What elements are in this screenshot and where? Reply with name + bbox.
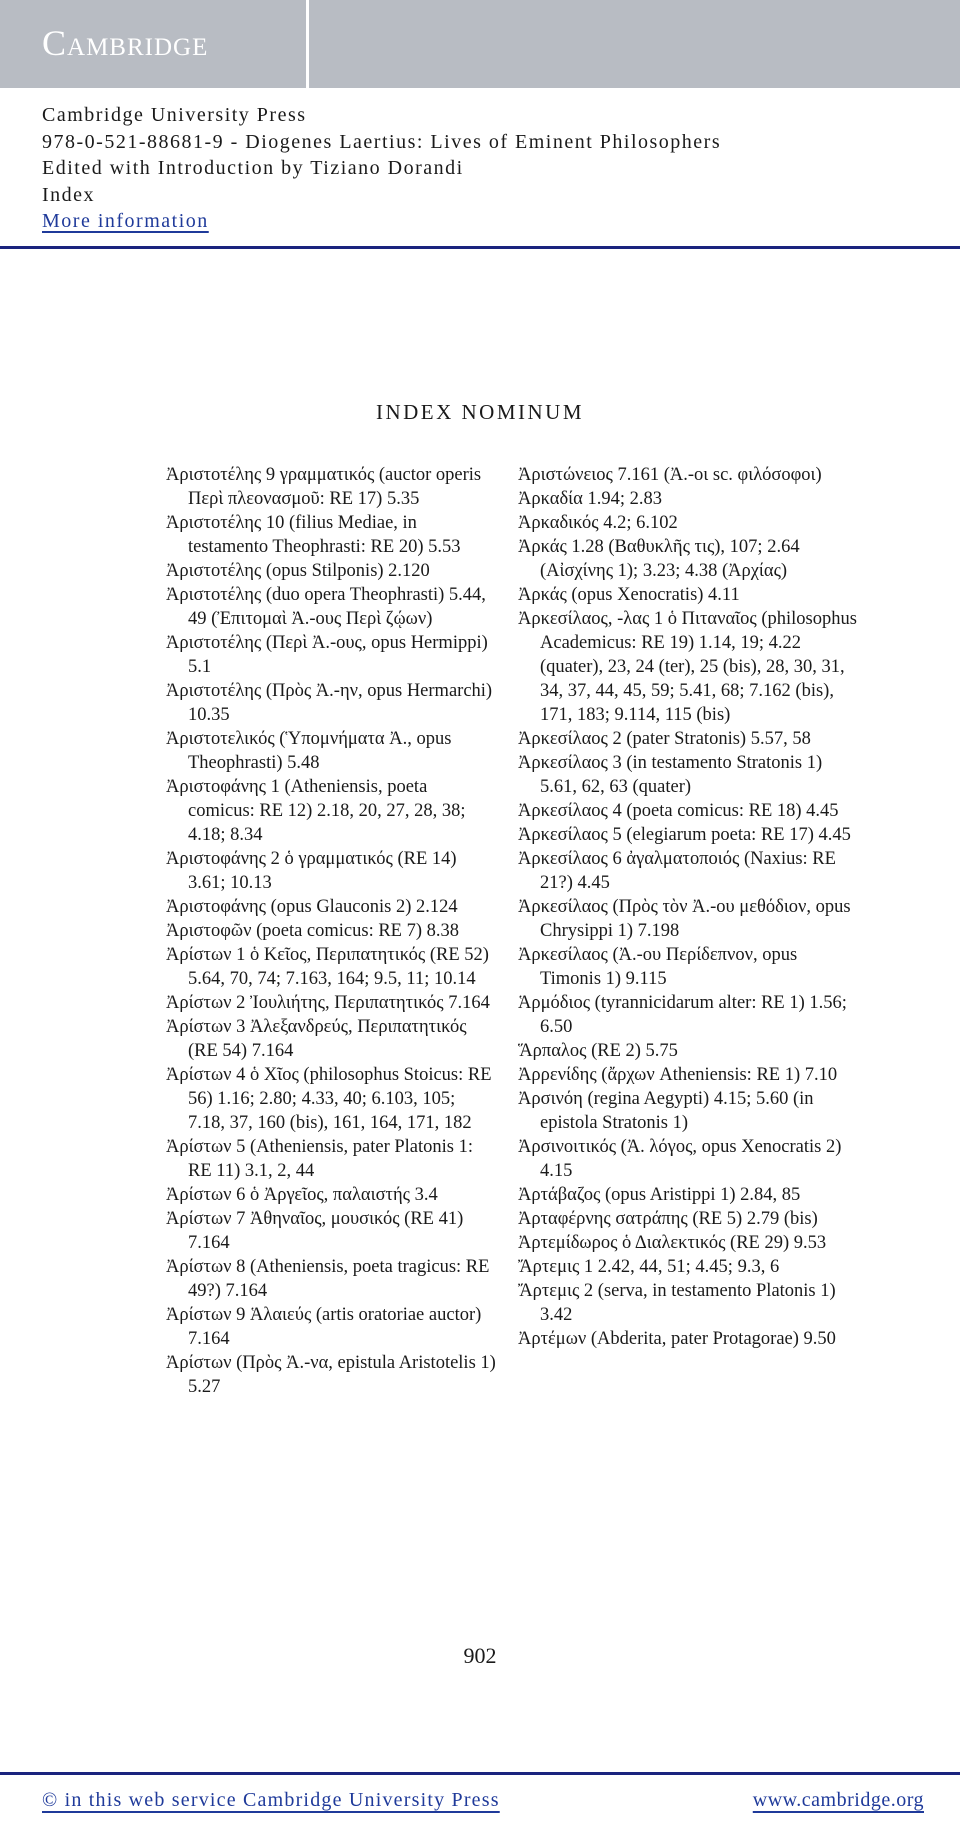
index-entry: Ἀριστοτέλης 9 γραμματικός (auctor operis Περὶ πλεονασμοῦ: RE 17) 5.35 <box>166 465 482 509</box>
index-entry: Ἀρκεσίλαος, -λας 1 ὁ Πιταναῖος (philosophus Academicus: RE 19) 1.14, 19; 4.22 (quater), 23, 24 (ter), 25 (bis), 28, 30, 31, 34, 37, 44, 45, 59; 5.41, 68; 7.162 (bis), 171, 183; 9.114, 115 (bis) <box>518 609 857 725</box>
index-entry: Ἀρκεσίλαος 5 (elegiarum poeta: RE 17) 4.45 <box>518 825 851 845</box>
index-entry: Ἀρκάς 1.28 (Βαθυκλῆς τις), 107; 2.64 (Αἰσχίνης 1); 3.23; 4.38 (Ἀρχίας) <box>518 537 800 581</box>
header-band <box>0 0 960 88</box>
index-entry: Ἀρτεμίδωρος ὁ Διαλεκτικός (RE 29) 9.53 <box>518 1233 827 1253</box>
cambridge-logo: Cambridge <box>42 23 209 63</box>
index-entry: Ἀρτέμων (Abderita, pater Protagorae) 9.50 <box>518 1329 836 1349</box>
more-information-link[interactable]: More information <box>42 210 209 232</box>
index-title: INDEX NOMINUM <box>375 400 585 424</box>
index-entry: Ἀριστοφάνης 1 (Atheniensis, poeta comicus: RE 12) 2.18, 20, 27, 28, 38; 4.18; 8.34 <box>166 777 466 845</box>
index-entry: Ἀριστώνειος 7.161 (Ἀ.-οι sc. φιλόσοφοι) <box>518 465 822 485</box>
index-entry: Ἀρσινοιτικός (Ἀ. λόγος, opus Xenocratis 2) 4.15 <box>518 1137 842 1181</box>
index-entry: Ἀριστοτελικός (Ὑπομνήματα Ἀ., opus Theophrasti) 5.48 <box>166 729 452 773</box>
left-column <box>166 463 496 1399</box>
index-entry: Ἄρτεμις 2 (serva, in testamento Platonis 1) 3.42 <box>518 1281 836 1325</box>
index-entry: Ἀρκεσίλαος 2 (pater Stratonis) 5.57, 58 <box>518 729 811 749</box>
index-entry: Ἀρκεσίλαος 6 ἀγαλματοποιός (Naxius: RE 21?) 4.45 <box>518 849 836 893</box>
index-entry: Ἀρίστων 5 (Atheniensis, pater Platonis 1: RE 11) 3.1, 2, 44 <box>166 1137 474 1181</box>
index-entry: Ἀρκεσίλαος (Πρὸς τὸν Ἀ.-ου μεθόδιον, opus Chrysippi 1) 7.198 <box>518 897 851 941</box>
editor-line: Edited with Introduction by Tiziano Dorandi <box>42 157 464 179</box>
band-divider <box>306 0 309 88</box>
index-entry: Ἀρίστων 7 Ἀθηναῖος, μουσικός (RE 41) 7.164 <box>166 1209 464 1253</box>
index-entry: Ἀριστοφάνης 2 ὁ γραμματικός (RE 14) 3.61; 10.13 <box>166 849 457 893</box>
book-metadata <box>42 102 721 235</box>
footer-website-link[interactable]: www.cambridge.org <box>752 1789 924 1811</box>
index-entry: Ἀρτάβαζος (opus Aristippi 1) 2.84, 85 <box>518 1185 801 1205</box>
index-entry: Ἀριστοφῶν (poeta comicus: RE 7) 8.38 <box>166 921 460 941</box>
footer-copyright-link[interactable]: © in this web service Cambridge University Press <box>42 1789 500 1811</box>
index-entry: Ἀρκαδικός 4.2; 6.102 <box>518 513 678 533</box>
index-entry: Ἀρκάς (opus Xenocratis) 4.11 <box>518 585 740 605</box>
index-entry: Ἀριστοτέλης (duo opera Theophrasti) 5.44, 49 (Ἐπιτομαὶ Ἀ.-ους Περὶ ζῴων) <box>166 585 486 629</box>
bottom-divider <box>0 1772 960 1775</box>
index-entry: Ἀριστοφάνης (opus Glauconis 2) 2.124 <box>166 897 458 917</box>
publisher: Cambridge University Press <box>42 104 307 126</box>
isbn-line: 978-0-521-88681-9 - Diogenes Laertius: Lives of Eminent Philosophers <box>42 130 722 153</box>
index-entry: Ἀριστοτέλης 10 (filius Mediae, in testamento Theophrasti: RE 20) 5.53 <box>166 513 461 557</box>
index-entry: Ἀρίστων 3 Ἀλεξανδρεύς, Περιπατητικός (RE 54) 7.164 <box>166 1017 467 1061</box>
index-entry: Ἅρπαλος (RE 2) 5.75 <box>518 1041 678 1061</box>
index-entry: Ἀρίστων 8 (Atheniensis, poeta tragicus: RE 49?) 7.164 <box>166 1257 490 1301</box>
index-entry: Ἁρμόδιος (tyrannicidarum alter: RE 1) 1.56; 6.50 <box>518 993 847 1037</box>
index-entry: Ἀρίστων 6 ὁ Ἀργεῖος, παλαιστής 3.4 <box>166 1185 438 1205</box>
index-entry: Ἀρίστων 4 ὁ Χῖος (philosophus Stoicus: RE 56) 1.16; 2.80; 4.33, 40; 6.103, 105; 7.18, 37, 160 (bis), 161, 164, 171, 182 <box>166 1065 492 1133</box>
index-entry: Ἀρρενίδης (ἄρχων Atheniensis: RE 1) 7.10 <box>518 1065 838 1085</box>
index-entry: Ἀρκαδία 1.94; 2.83 <box>518 489 662 509</box>
index-entry: Ἀρίστων 1 ὁ Κεῖος, Περιπατητικός (RE 52) 5.64, 70, 74; 7.163, 164; 9.5, 11; 10.14 <box>166 945 489 989</box>
index-entry: Ἀρταφέρνης σατράπης (RE 5) 2.79 (bis) <box>518 1209 818 1229</box>
index-entry: Ἀρσινόη (regina Aegypti) 4.15; 5.60 (in epistola Stratonis 1) <box>518 1089 814 1133</box>
index-entry: Ἀρκεσίλαος (Ἀ.-ου Περίδεπνον, opus Timonis 1) 9.115 <box>518 945 798 989</box>
index-entry: Ἀρκεσίλαος 4 (poeta comicus: RE 18) 4.45 <box>518 801 839 821</box>
section-label: Index <box>42 183 96 206</box>
index-entry: Ἄρτεμις 1 2.42, 44, 51; 4.45; 9.3, 6 <box>518 1257 780 1277</box>
index-entry: Ἀρίστων (Πρὸς Ἀ.-να, epistula Aristotelis 1) 5.27 <box>166 1353 496 1397</box>
index-entry: Ἀρίστων 2 Ἰουλιήτης, Περιπατητικός 7.164 <box>166 993 490 1013</box>
index-entry: Ἀρίστων 9 Ἁλαιεύς (artis oratoriae auctor) 7.164 <box>166 1305 482 1349</box>
right-column <box>518 463 858 1351</box>
index-entry: Ἀριστοτέλης (opus Stilponis) 2.120 <box>166 561 430 581</box>
index-entry: Ἀριστοτέλης (Περὶ Ἀ.-ους, opus Hermippi) 5.1 <box>166 633 488 677</box>
page-number: 902 <box>463 1643 497 1668</box>
index-entry: Ἀριστοτέλης (Πρὸς Ἀ.-ην, opus Hermarchi) 10.35 <box>166 681 493 725</box>
top-divider <box>0 246 960 249</box>
index-entry: Ἀρκεσίλαος 3 (in testamento Stratonis 1) 5.61, 62, 63 (quater) <box>518 753 823 797</box>
